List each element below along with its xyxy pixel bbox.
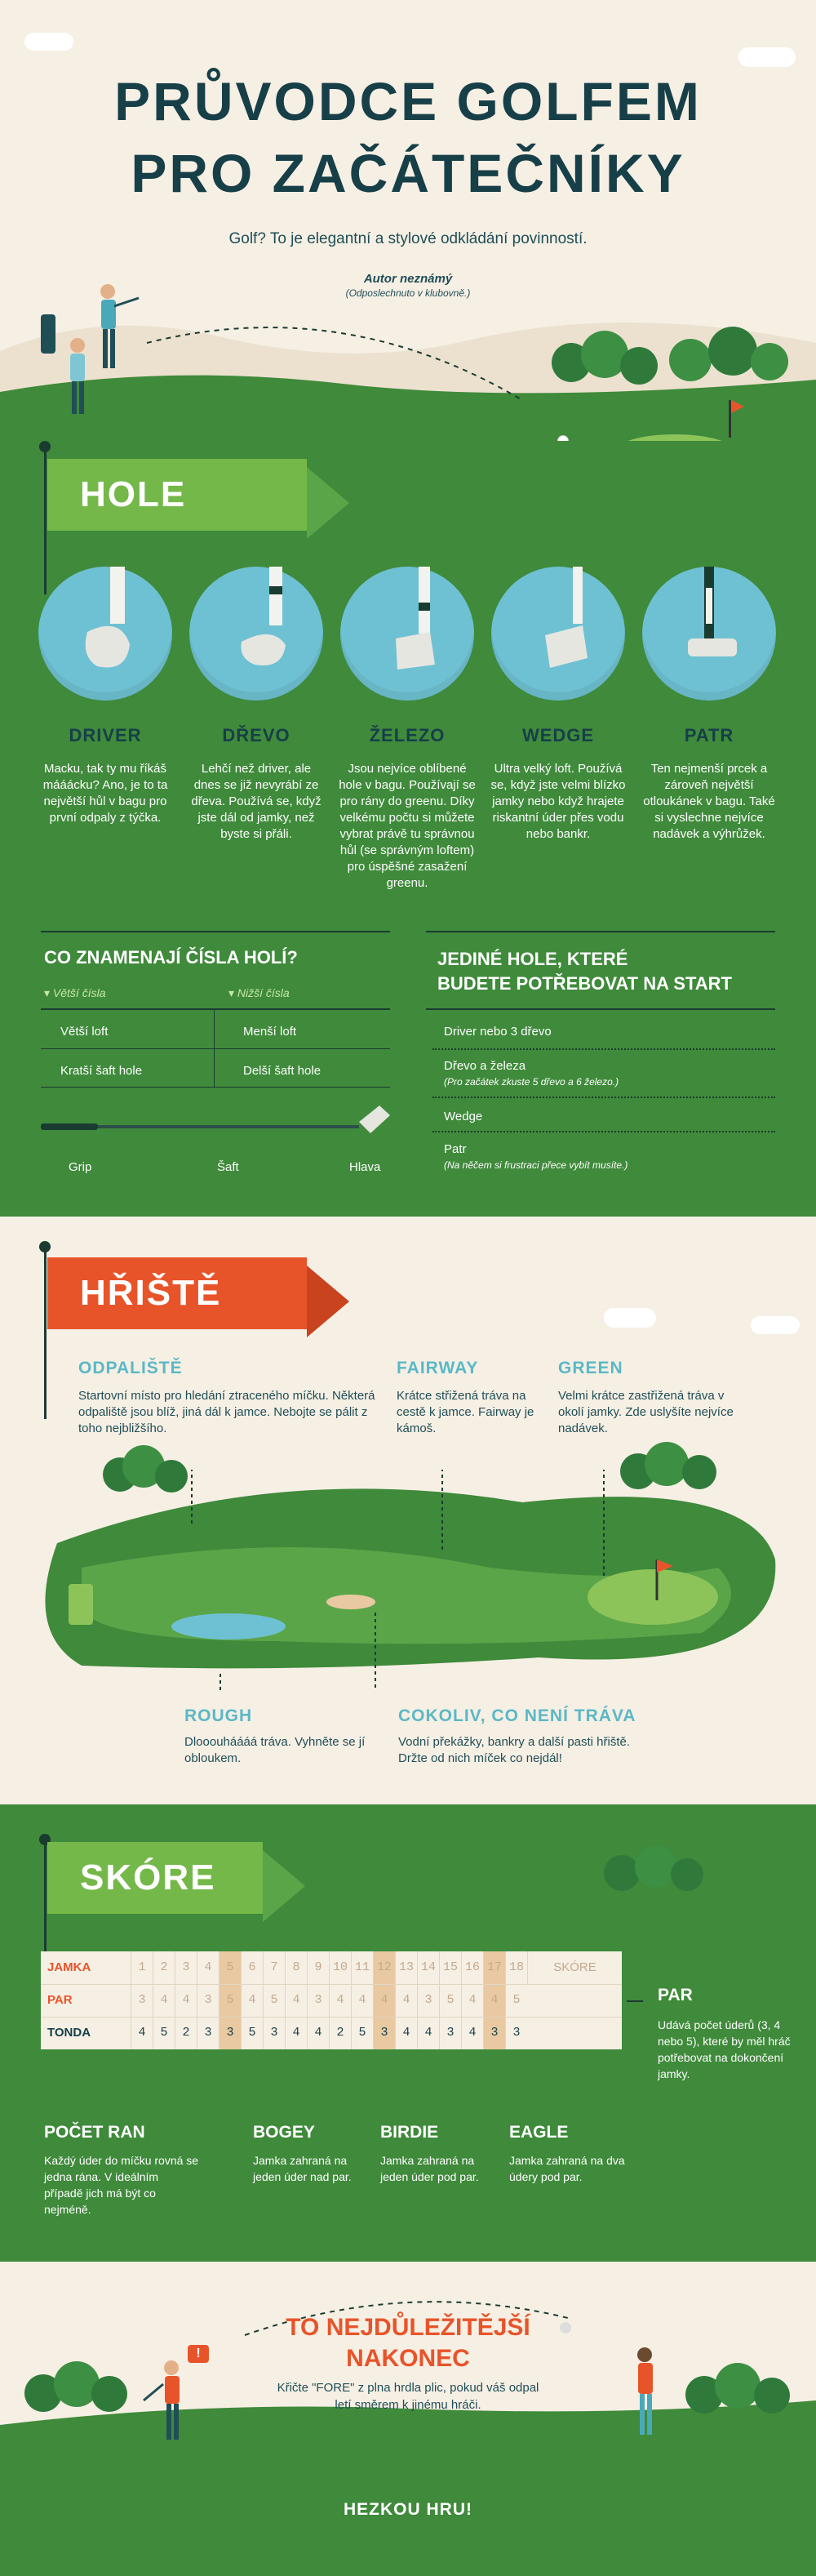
score-cell: 4	[329, 1984, 351, 2017]
page-title-line2: PRO ZAČÁTEČNÍKY	[131, 143, 685, 203]
score-card	[41, 1951, 622, 2049]
course-section	[0, 1217, 816, 1804]
score-cell: 3	[131, 1984, 153, 2017]
final-background-illustration	[0, 2262, 816, 2576]
tree-icon	[604, 1855, 640, 1891]
score-cell: 5	[153, 2017, 175, 2049]
score-cell: 5	[241, 2017, 263, 2049]
driver-icon	[38, 567, 172, 701]
numbers-col-right-label: Nižší čísla	[237, 986, 290, 999]
start-item-3: Wedge	[444, 1110, 483, 1123]
score-cell: 9	[307, 1951, 329, 1984]
score-cell: 3	[263, 2017, 285, 2049]
score-cell: 10	[329, 1951, 351, 1984]
numbers-col-left-label: Větší čísla	[52, 986, 106, 999]
numbers-row1-left: Větší loft	[60, 1025, 109, 1039]
start-item-2-note: (Pro začátek zkuste 5 dřevo a 6 železo.)	[444, 1076, 619, 1088]
final-title-line2: NAKONEC	[346, 2345, 470, 2372]
score-cell: 3	[197, 1984, 219, 2017]
divider	[41, 2017, 622, 2018]
tree-icon	[715, 2363, 761, 2409]
divider	[41, 1984, 622, 1985]
score-cell: 6	[241, 1951, 263, 1984]
divider	[432, 1097, 775, 1098]
start-item-4-note: (Na něčem si frustraci přece vybít musíte.)	[444, 1159, 628, 1171]
score-cell: 4	[153, 1984, 175, 2017]
score-cell: 13	[395, 1951, 417, 1984]
score-cell: 4	[351, 1984, 373, 2017]
author-note: (Odposlechnuto v klubovně.)	[345, 287, 471, 299]
score-cell: 17	[483, 1951, 505, 1984]
score-grid	[41, 1951, 622, 2049]
divider	[41, 931, 390, 932]
wood-icon	[189, 567, 323, 701]
score-cell: 1	[131, 1951, 153, 1984]
hazard-text: Vodní překážky, bankry a další pasti hřiště. Držte od nich míček co nejdál!	[398, 1735, 631, 1765]
cloud-icon	[738, 47, 796, 67]
divider	[41, 1008, 390, 1010]
score-section	[0, 1804, 816, 2262]
author: Autor neznámý	[363, 272, 453, 286]
start-title-line2: BUDETE POTŘEBOVAT NA START	[437, 973, 732, 994]
tree-icon	[669, 339, 712, 381]
term-strokes-text: Každý úder do míčku rovná se jedna rána. V ideálním případě jich má být co nejméně.	[44, 2154, 199, 2216]
score-cell: 4	[131, 2017, 153, 2049]
score-cell: 15	[439, 1951, 461, 1984]
flag-icon	[731, 400, 744, 413]
section-title: HŘIŠTĚ	[80, 1273, 222, 1313]
shouting-golfer-illustration	[139, 2351, 212, 2449]
green-title: GREEN	[558, 1359, 623, 1377]
score-cell: 3	[219, 2017, 241, 2049]
score-cell: 5	[219, 1951, 241, 1984]
fairway-title: FAIRWAY	[397, 1359, 479, 1377]
score-cell: 12	[373, 1951, 395, 1984]
tree-icon	[91, 2376, 127, 2412]
score-cell: 3	[197, 2017, 219, 2049]
score-cell: 3	[373, 2017, 395, 2049]
page-title-line1: PRŮVODCE GOLFEM	[114, 71, 702, 131]
cloud-icon	[24, 33, 73, 51]
divider	[432, 1048, 775, 1050]
flag-pole	[44, 1840, 47, 1963]
score-cell: 4	[285, 1984, 307, 2017]
ribbon-tail	[307, 1266, 349, 1337]
final-text-line2: letí směrem k jinému hráči.	[335, 2398, 481, 2412]
tree-icon	[751, 343, 788, 380]
club-text-wood: Lehčí než driver, ale dnes se již nevyrábí ze dřeva. Používá se, když jste dál od jamky, než byste si přáli.	[191, 762, 322, 841]
section-ribbon	[47, 1257, 307, 1329]
term-bogey-title: BOGEY	[253, 2123, 315, 2142]
par-title: PAR	[658, 1986, 693, 2004]
score-cell: 5	[351, 2017, 373, 2049]
section-ribbon	[47, 459, 307, 531]
divider	[41, 1087, 390, 1088]
hazard-title: COKOLIV, CO NENÍ TRÁVA	[398, 1706, 636, 1725]
clubs-section	[0, 441, 816, 1217]
final-text-line1: Křičte "FORE" z plna hrdla plic, pokud váš odpal	[277, 2381, 539, 2395]
divider	[41, 1048, 390, 1049]
term-strokes-title: POČET RAN	[44, 2123, 145, 2142]
final-section	[0, 2262, 816, 2576]
club-text-driver: Macku, tak ty mu říkáš mááácku? Ano, je to ta největší hůl v bagu pro první odpaly z týčka.	[42, 762, 168, 825]
term-eagle-title: EAGLE	[509, 2123, 569, 2142]
green-text: Velmi krátce zastřižená tráva v okolí jamky. Zde uslyšíte nejvíce nadávek.	[558, 1389, 734, 1435]
page-subtitle: Golf? To je elegantní a stylové odkládání povinností.	[228, 230, 588, 247]
club-part-head: Hlava	[349, 1160, 381, 1174]
club-name-wood: DŘEVO	[222, 725, 290, 745]
score-cell: 3	[307, 1984, 329, 2017]
score-cell: 4	[395, 2017, 417, 2049]
term-bogey-text: Jamka zahraná na jeden úder nad par.	[253, 2154, 352, 2183]
score-cell: 4	[285, 2017, 307, 2049]
tree-icon	[671, 1858, 703, 1891]
score-cell: 4	[483, 1984, 505, 2017]
score-cell: 3	[439, 2017, 461, 2049]
score-cell: 4	[373, 1984, 395, 2017]
rough-title: ROUGH	[184, 1706, 253, 1725]
score-total-label: SKÓRE	[527, 1951, 622, 1984]
score-cell: 3	[483, 2017, 505, 2049]
score-cell: 4	[197, 1951, 219, 1984]
tree-icon	[155, 1460, 188, 1493]
tee-title: ODPALIŠTĚ	[78, 1359, 183, 1377]
score-cell: 2	[175, 2017, 197, 2049]
divider	[426, 931, 775, 932]
score-cell: 4	[395, 1984, 417, 2017]
final-title-line1: TO NEJDŮLEŽITĚJŠÍ	[286, 2314, 530, 2341]
term-birdie-title: BIRDIE	[380, 2123, 439, 2142]
score-cell: 4	[241, 1984, 263, 2017]
club-diagram-illustration	[41, 1102, 392, 1151]
score-cell: 4	[175, 1984, 197, 2017]
golf-ball-icon	[560, 2322, 571, 2334]
club-text-wedge: Ultra velký loft. Používá se, když jste velmi blízko jamky nebo když hrajete riskantní úder přes vodu nebo bankr.	[490, 762, 626, 841]
tree-icon	[682, 1455, 716, 1489]
tree-icon	[645, 1442, 689, 1486]
score-cell: 16	[461, 1951, 483, 1984]
score-cell: 3	[417, 1984, 439, 2017]
golfers-illustration	[33, 282, 155, 420]
score-cell: 4	[417, 2017, 439, 2049]
numbers-row2-right: Delší šaft hole	[243, 1064, 322, 1078]
club-part-grip: Grip	[69, 1160, 92, 1174]
score-cell: 5	[505, 1984, 527, 2017]
club-name-wedge: WEDGE	[521, 725, 595, 745]
score-cell: 3	[505, 2017, 527, 2049]
par-text: Udává počet úderů (3, 4 nebo 5), které by měl hráč potřebovat na dokončení jamky.	[658, 2018, 791, 2080]
score-cell: 14	[417, 1951, 439, 1984]
ribbon-tail	[263, 1850, 305, 1922]
flag-pole-top	[39, 1241, 51, 1252]
start-item-1: Driver nebo 3 dřevo	[444, 1025, 552, 1039]
score-cell: 7	[263, 1951, 285, 1984]
start-item-2: Dřevo a železa	[444, 1059, 526, 1073]
score-cell: 11	[351, 1951, 373, 1984]
score-row-label: PAR	[47, 1993, 73, 2007]
tree-icon	[708, 327, 757, 376]
cloud-icon	[751, 1316, 800, 1334]
golfer-illustration	[620, 2343, 669, 2449]
fairway-text: Krátce střižená tráva na cestě k jamce. Fairway je kámoš.	[397, 1389, 534, 1435]
score-row-label: TONDA	[47, 2026, 91, 2040]
club-name-driver: DRIVER	[69, 725, 142, 745]
club-part-shaft: Šaft	[217, 1160, 239, 1174]
score-cell: 2	[329, 2017, 351, 2049]
rough-text: Dlooouháááá tráva. Vyhněte se jí obloukem.	[184, 1735, 366, 1765]
tee-text: Startovní místo pro hledání ztraceného míčku. Některá odpaliště jsou blíž, jiná dál k jamce. Nebojte se pálit z toho nejbližšího.	[78, 1389, 375, 1435]
iron-icon	[340, 567, 474, 701]
connector-line	[627, 2000, 643, 2002]
section-title: SKÓRE	[80, 1857, 216, 1898]
numbers-title: CO ZNAMENAJÍ ČÍSLA HOLÍ?	[44, 947, 298, 968]
score-cell: 8	[285, 1951, 307, 1984]
divider	[426, 1008, 775, 1010]
numbers-col-right-head: ▾ Nižší čísla	[228, 986, 290, 999]
putter-icon	[642, 567, 776, 701]
score-cell: 5	[263, 1984, 285, 2017]
tree-icon	[620, 347, 658, 385]
club-name-iron: ŽELEZO	[369, 725, 446, 745]
score-cell: 2	[153, 1951, 175, 1984]
score-row-label: JAMKA	[47, 1960, 91, 1974]
score-cell: 18	[505, 1951, 527, 1984]
divider	[432, 1131, 775, 1132]
numbers-row2-left: Kratší šaft hole	[60, 1064, 143, 1078]
numbers-col-left-head: ▾ Větší čísla	[44, 986, 106, 999]
club-text-putter: Ten nejmenší prcek a zároveň největší otloukánek v bagu. Také si vyslechne nejvíce nadávek a výhrůžek.	[643, 762, 775, 841]
section-ribbon	[47, 1842, 263, 1914]
course-illustration	[33, 1470, 783, 1690]
tree-icon	[754, 2378, 790, 2414]
start-item-4: Patr	[444, 1142, 467, 1156]
wedge-icon	[491, 567, 625, 701]
club-text-iron: Jsou nejvíce oblíbené hole v bagu. Používají se pro rány do greenu. Díky velkému počtu si můžete vybrat právě tu správnou hůl (se správným loftem) pro úspěšné zasažení greenu.	[339, 762, 476, 890]
header-section	[0, 0, 816, 441]
score-cell: 5	[219, 1984, 241, 2017]
tree-icon	[635, 1845, 677, 1888]
term-birdie-text: Jamka zahraná na jeden úder pod par.	[380, 2154, 479, 2183]
ribbon-tail	[307, 467, 349, 539]
score-cell: 4	[307, 2017, 329, 2049]
numbers-row1-right: Menší loft	[243, 1025, 297, 1039]
flag-pole	[44, 1248, 47, 1419]
footer-text: HEZKOU HRU!	[344, 2500, 472, 2519]
score-cell: 5	[439, 1984, 461, 2017]
start-title-line1: JEDINÉ HOLE, KTERÉ	[437, 949, 628, 969]
section-title: HOLE	[80, 474, 187, 514]
score-cell: 4	[461, 1984, 483, 2017]
flag-pole-top	[39, 441, 51, 452]
club-name-putter: PATR	[684, 725, 734, 745]
score-cell: 4	[461, 2017, 483, 2049]
term-eagle-text: Jamka zahraná na dva údery pod par.	[509, 2154, 625, 2183]
score-cell: 3	[175, 1951, 197, 1984]
speech-bubble: !	[188, 2345, 209, 2363]
cloud-icon	[604, 1308, 656, 1328]
